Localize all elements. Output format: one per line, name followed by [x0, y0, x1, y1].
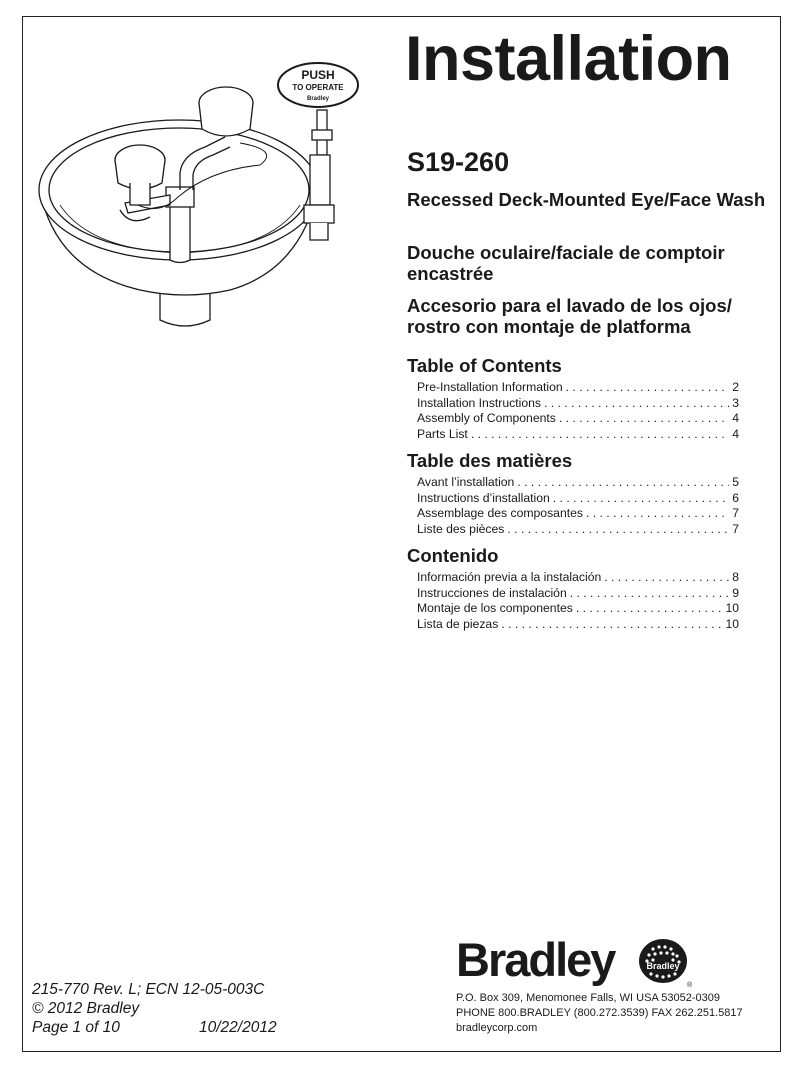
toc-leader	[471, 427, 729, 443]
toc-entry-page: 9	[732, 585, 739, 600]
subtitle-spanish: Accesorio para el lavado de los ojos/ rostro con montaje de platforma	[407, 295, 732, 337]
toc-entry[interactable]	[417, 570, 739, 586]
toc-heading: Table of Contents	[407, 355, 562, 376]
company-address	[456, 991, 743, 1036]
toc-entry-label: Información previa a la instalación	[417, 570, 602, 584]
document-info	[32, 980, 277, 1037]
toc-entry-page: 7	[732, 506, 739, 520]
toc-leader	[576, 601, 723, 617]
toc-leader	[544, 396, 729, 412]
toc-spanish	[407, 545, 739, 632]
logo-wordmark: Bradley	[456, 933, 615, 986]
toc-entry-label: Assembly of Components	[417, 411, 556, 425]
toc-entry-page: 8	[732, 570, 739, 584]
phone-fax: PHONE 800.BRADLEY (800.272.3539) FAX 262.251.5817	[456, 1007, 743, 1019]
page-title: Installation	[405, 24, 732, 94]
toc-entry-label: Assemblage des composantes	[417, 506, 583, 520]
toc-leader	[559, 411, 729, 427]
toc-leader	[501, 617, 722, 633]
toc-entry-label: Installation Instructions	[417, 395, 541, 410]
toc-entry-page: 4	[732, 426, 739, 441]
toc-entry-page: 5	[732, 475, 739, 489]
sign-push-text: PUSH	[301, 68, 335, 82]
toc-entry-page: 2	[732, 380, 739, 394]
toc-entry-label: Montaje de los componentes	[417, 601, 573, 615]
toc-entry-page: 7	[732, 521, 739, 536]
toc-entry-label: Pre-Installation Information	[417, 380, 563, 394]
toc-entry[interactable]	[417, 506, 739, 522]
toc-entry[interactable]	[417, 475, 739, 491]
toc-entry[interactable]	[417, 617, 739, 633]
toc-entry[interactable]	[417, 380, 739, 396]
toc-entry-label: Parts List	[417, 426, 468, 441]
toc-entry-page: 10	[725, 601, 739, 615]
toc-leader	[604, 570, 729, 586]
toc-leader	[566, 380, 730, 396]
toc-leader	[517, 475, 729, 491]
toc-leader	[570, 586, 729, 602]
subtitle-english: Recessed Deck-Mounted Eye/Face Wash	[407, 189, 766, 210]
toc-entry[interactable]	[417, 586, 739, 602]
toc-leader	[586, 506, 729, 522]
toc-entry-page: 3	[732, 395, 739, 410]
sign-operate-text: TO OPERATE	[292, 83, 344, 92]
toc-entry[interactable]	[417, 522, 739, 538]
toc-heading: Table des matières	[407, 450, 573, 471]
toc-entry-label: Avant l’installation	[417, 475, 515, 489]
toc-entry-page: 6	[732, 490, 739, 505]
toc-entry-label: Lista de piezas	[417, 616, 499, 631]
postal-address: P.O. Box 309, Menomonee Falls, WI USA 53052-0309	[456, 992, 720, 1004]
toc-leader	[507, 522, 729, 538]
toc-entry-label: Instrucciones de instalación	[417, 585, 567, 600]
toc-entry[interactable]	[417, 491, 739, 507]
toc-heading: Contenido	[407, 545, 499, 566]
toc-leader	[553, 491, 729, 507]
revision-number: 215-770 Rev. L; ECN 12-05-003C	[32, 981, 265, 998]
logo-badge-text: Bradley	[646, 961, 680, 971]
eye-face-wash-illustration	[30, 55, 380, 345]
toc-entry-page: 4	[732, 411, 739, 425]
registered-mark: ®	[687, 982, 693, 989]
toc-french	[407, 450, 739, 537]
toc-entry-label: Liste des pièces	[417, 521, 505, 536]
sign-brand-text: Bradley	[306, 96, 330, 102]
toc-entry[interactable]	[417, 427, 739, 443]
subtitle-french: Douche oculaire/faciale de comptoir encastrée	[407, 242, 725, 284]
page-number: Page 1 of 10	[32, 1019, 120, 1036]
bradley-logo	[456, 933, 756, 989]
website-link[interactable]: bradleycorp.com	[456, 1022, 538, 1034]
toc-entry[interactable]	[417, 396, 739, 412]
toc-entry[interactable]	[417, 601, 739, 617]
document-date: 10/22/2012	[199, 1019, 277, 1036]
shower-badge-icon	[635, 937, 695, 989]
toc-english	[407, 355, 739, 442]
toc-entry-label: Instructions d’installation	[417, 490, 550, 505]
copyright-notice: © 2012 Bradley	[32, 1000, 140, 1017]
toc-entry-page: 10	[725, 616, 739, 631]
model-number: S19-260	[407, 147, 510, 177]
toc-entry[interactable]	[417, 411, 739, 427]
